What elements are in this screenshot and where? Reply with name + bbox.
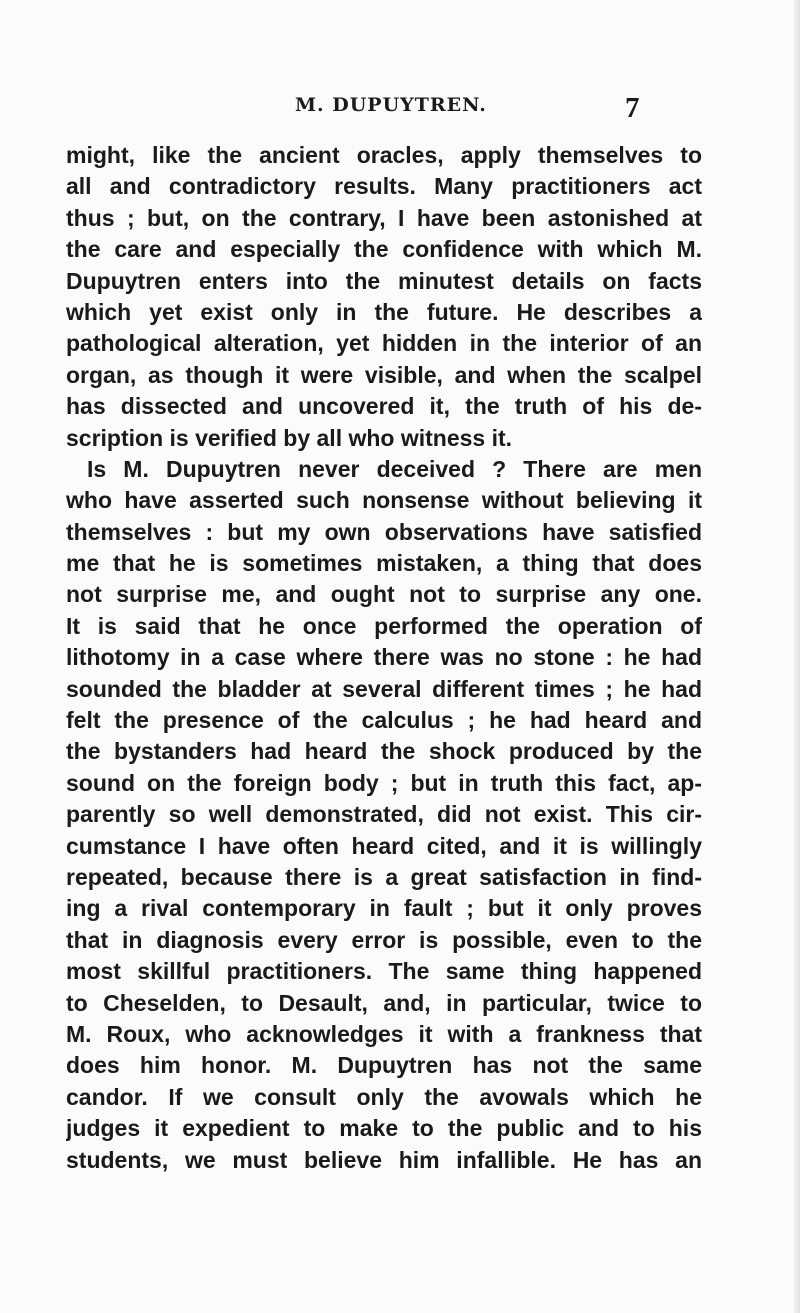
text-line: not surprise me, and ought not to surprise any one. <box>66 581 702 608</box>
text-line: sound on the foreign body ; but in truth this fact, ap- <box>66 769 702 796</box>
text-line: who have asserted such nonsense without believing it <box>66 487 702 514</box>
paragraph-first-line: Is M. Dupuytren never deceived ? There are men <box>87 455 702 482</box>
text-line: repeated, because there is a great satisfaction in find- <box>66 863 702 890</box>
text-line: Dupuytren enters into the minutest details on facts <box>66 267 702 294</box>
text-line: sounded the bladder at several different times ; he had <box>66 675 702 702</box>
text-line: students, we must believe him infallible. He has an <box>66 1146 702 1173</box>
text-line: judges it expedient to make to the public and to his <box>66 1115 702 1142</box>
text-line: It is said that he once performed the operation of <box>66 612 702 639</box>
text-line: the bystanders had heard the shock produced by the <box>66 738 702 765</box>
text-line: me that he is sometimes mistaken, a thing that does <box>66 550 702 577</box>
text-line: the care and especially the confidence with which M. <box>66 236 702 263</box>
text-line: felt the presence of the calculus ; he had heard and <box>66 707 702 734</box>
page-edge-shadow <box>794 0 800 1313</box>
text-line: has dissected and uncovered it, the truth of his de- <box>66 393 702 420</box>
text-line: does him honor. M. Dupuytren has not the same <box>66 1052 702 1079</box>
text-line: which yet exist only in the future. He describes a <box>66 298 702 325</box>
text-line: might, like the ancient oracles, apply themselves to <box>66 142 702 168</box>
text-line: cumstance I have often heard cited, and it is willingly <box>66 832 702 859</box>
text-line: lithotomy in a case where there was no stone : he had <box>66 644 702 671</box>
text-line: to Cheselden, to Desault, and, in particular, twice to <box>66 989 702 1016</box>
text-line: candor. If we consult only the avowals which he <box>66 1083 702 1110</box>
page-header <box>295 92 715 132</box>
paragraph-last-line: scription is verified by all who witness it. <box>66 424 513 451</box>
page-number: 7 <box>625 92 640 124</box>
text-line: pathological alteration, yet hidden in the interior of an <box>66 330 702 357</box>
text-line: that in diagnosis every error is possible, even to the <box>66 926 702 953</box>
text-line: themselves : but my own observations have satisfied <box>66 518 702 545</box>
body-text <box>66 140 702 1176</box>
text-line: most skillful practitioners. The same thing happened <box>66 958 702 985</box>
text-line: thus ; but, on the contrary, I have been astonished at <box>66 204 702 231</box>
text-line: parently so well demonstrated, did not exist. This cir- <box>66 801 702 828</box>
text-line: M. Roux, who acknowledges it with a frankness that <box>66 1020 702 1047</box>
text-line: ing a rival contemporary in fault ; but it only proves <box>66 895 702 922</box>
running-title: M. DUPUYTREN. <box>295 94 487 116</box>
text-line: organ, as though it were visible, and when the scalpel <box>66 361 702 388</box>
text-line: all and contradictory results. Many practitioners act <box>66 173 702 200</box>
